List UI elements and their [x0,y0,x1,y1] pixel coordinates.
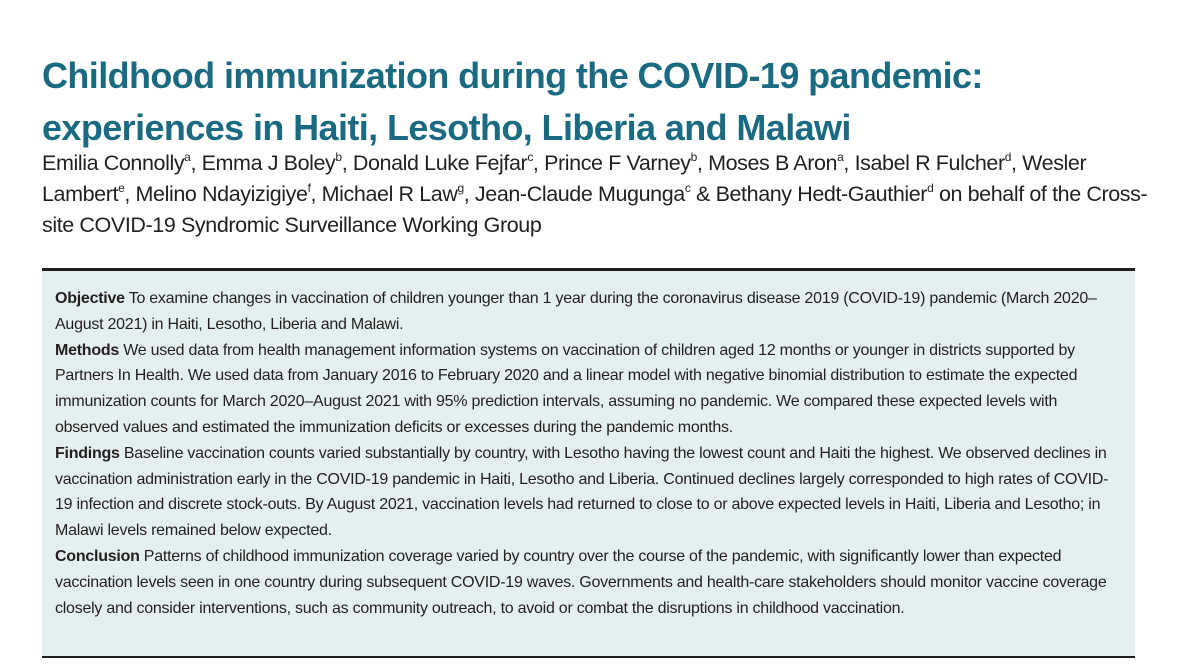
author-name: Isabel R Fulcher [854,151,1005,175]
author-entry: Melino Ndayizigiye$^f$, [135,181,322,206]
author-name: Jean-Claude Mugunga [474,182,685,206]
author-affiliation: b [690,150,697,164]
author-entry: Emma J Boley$^b$, [201,150,353,175]
author-name: Moses B Aron [708,151,838,175]
author-entry: Emilia Connolly$^a$, [42,150,202,175]
author-name: Michael R Law [321,182,458,206]
author-affiliation: b [335,150,342,164]
author-affiliation: a [837,150,844,164]
author-entry: Michael R Law$^g$, [321,181,475,206]
on-behalf-statement: on behalf of the Cross-site COVID-19 Syndromic Surveillance Working Group [42,182,1148,237]
author-affiliation: g [457,181,464,195]
abstract-findings [55,441,1123,544]
abstract-objective [55,286,1123,338]
article-title: Childhood immunization during the COVID-19 pandemic: experiences in Haiti, Lesotho, Liberia and Malawi [42,55,983,148]
abstract-bottom-rule [42,656,1135,658]
objective-heading: Objective [55,290,125,307]
findings-text: Baseline vaccination counts varied substantially by country, with Lesotho having the lowest count and Haiti the highest. We observed declines in vaccination administration early in the COVID-19 pandemic in Haiti, Lesotho and Liberia. Continued declines largely corresponded to high rates of COVID-19 infection and discrete stock-outs. By August 2021, vaccination levels had returned to close to or above expected levels in Haiti, Liberia and Lesotho; in Malawi levels remained below expected. [55,444,1109,540]
author-entry [716,182,939,206]
author-name: Emma J Boley [201,151,336,175]
abstract-methods [55,338,1123,441]
author-entry: Jean-Claude Mugunga$^c$ & [474,181,716,206]
author-affiliation: c [684,181,691,195]
author-affiliation: e [118,181,125,195]
abstract-box [42,271,1135,656]
author-entry: Isabel R Fulcher$^d$, [854,150,1023,175]
author-name: Prince F Varney [544,151,691,175]
author-affiliation: d [1004,150,1011,164]
author-name: Melino Ndayizigiye [135,182,308,206]
author-affiliation: f [307,181,311,195]
methods-text: We used data from health management information systems on vaccination of children aged 12 months or younger in districts supported by Partners In Health. We used data from January 2016 to February 2020 and a linear model with negative binomial distribution to estimate the expected immunization counts for March 2020–August 2021 with 95% prediction intervals, assuming no pandemic. We compared these expected levels with observed values and estimated the immunization deficits or excesses during the pandemic months. [55,341,1078,436]
objective-text: To examine changes in vaccination of children younger than 1 year during the coronavirus disease 2019 (COVID-19) pandemic (March 2020–August 2021) in Haiti, Lesotho, Liberia and Malawi. [55,290,1097,333]
author-name: Wesler Lambert [42,151,1087,206]
conclusion-heading: Conclusion [55,547,140,565]
author-entry: Donald Luke Fejfar$^c$, [352,150,545,175]
author-affiliation: c [527,150,533,164]
conclusion-text: Patterns of childhood immunization coverage varied by country over the course of the pandemic, with significantly lower than expected vaccination levels seen in one country during subsequent COVID-19 waves. Governments and health-care stakeholders should monitor vaccine coverage closely and consider interventions, such as community outreach, to avoid or combat the disruptions in childhood vaccination. [55,547,1107,617]
findings-heading: Findings [55,444,120,462]
author-entry: Prince F Varney$^b$, [544,150,709,175]
author-affiliation: a [184,150,191,164]
abstract-conclusion [55,544,1123,621]
author-name: Emilia Connolly [42,151,185,175]
author-name: Bethany Hedt-Gauthier [715,182,928,206]
author-affiliation: d [927,181,934,195]
author-entry: Wesler Lambert$^e$, [42,151,1087,206]
methods-heading: Methods [55,341,120,359]
author-list [42,148,1162,241]
author-entry: Moses B Aron$^a$, [708,150,855,175]
author-name: Donald Luke Fejfar [352,151,528,175]
